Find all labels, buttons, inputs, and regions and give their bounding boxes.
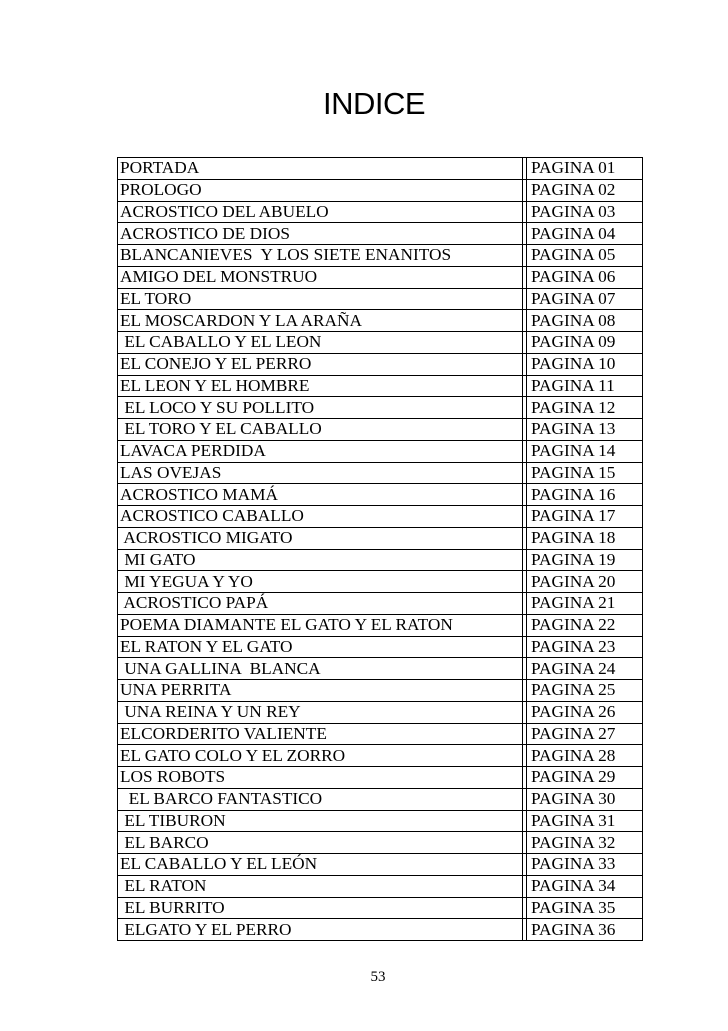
entry-title: EL MOSCARDON Y LA ARAÑA — [118, 310, 523, 332]
table-row — [118, 462, 643, 484]
index-table — [117, 157, 643, 941]
table-row — [118, 419, 643, 441]
table-row — [118, 332, 643, 354]
table-row — [118, 875, 643, 897]
entry-title: ACROSTICO DE DIOS — [118, 223, 523, 245]
table-row — [118, 593, 643, 615]
entry-page: PAGINA 26 — [527, 701, 643, 723]
entry-title: ACROSTICO MIGATO — [118, 527, 523, 549]
entry-title: PROLOGO — [118, 179, 523, 201]
entry-title: ELCORDERITO VALIENTE — [118, 723, 523, 745]
table-row — [118, 245, 643, 267]
table-row — [118, 288, 643, 310]
entry-title: UNA GALLINA BLANCA — [118, 658, 523, 680]
table-row — [118, 266, 643, 288]
entry-page: PAGINA 18 — [527, 527, 643, 549]
entry-title: ACROSTICO CABALLO — [118, 506, 523, 528]
entry-page: PAGINA 34 — [527, 875, 643, 897]
entry-title: MI YEGUA Y YO — [118, 571, 523, 593]
entry-page: PAGINA 35 — [527, 897, 643, 919]
entry-page: PAGINA 06 — [527, 266, 643, 288]
entry-page: PAGINA 31 — [527, 810, 643, 832]
entry-page: PAGINA 22 — [527, 614, 643, 636]
table-row — [118, 701, 643, 723]
entry-page: PAGINA 29 — [527, 767, 643, 789]
entry-title: MI GATO — [118, 549, 523, 571]
entry-title: EL CONEJO Y EL PERRO — [118, 353, 523, 375]
entry-title: ACROSTICO DEL ABUELO — [118, 201, 523, 223]
entry-page: PAGINA 36 — [527, 919, 643, 941]
table-row — [118, 310, 643, 332]
entry-title: EL LEON Y EL HOMBRE — [118, 375, 523, 397]
entry-page: PAGINA 30 — [527, 788, 643, 810]
table-row — [118, 484, 643, 506]
table-row — [118, 158, 643, 180]
table-row — [118, 179, 643, 201]
entry-page: PAGINA 20 — [527, 571, 643, 593]
entry-title: LAVACA PERDIDA — [118, 440, 523, 462]
table-row — [118, 397, 643, 419]
entry-page: PAGINA 17 — [527, 506, 643, 528]
table-row — [118, 767, 643, 789]
entry-page: PAGINA 16 — [527, 484, 643, 506]
table-row — [118, 614, 643, 636]
table-row — [118, 658, 643, 680]
entry-title: ACROSTICO PAPÁ — [118, 593, 523, 615]
entry-title: EL LOCO Y SU POLLITO — [118, 397, 523, 419]
entry-title: AMIGO DEL MONSTRUO — [118, 266, 523, 288]
table-row — [118, 788, 643, 810]
table-row — [118, 723, 643, 745]
table-row — [118, 571, 643, 593]
table-row — [118, 549, 643, 571]
entry-title: EL CABALLO Y EL LEÓN — [118, 854, 523, 876]
table-row — [118, 745, 643, 767]
entry-page: PAGINA 19 — [527, 549, 643, 571]
entry-title: EL BARCO — [118, 832, 523, 854]
entry-title: EL CABALLO Y EL LEON — [118, 332, 523, 354]
entry-page: PAGINA 14 — [527, 440, 643, 462]
entry-page: PAGINA 13 — [527, 419, 643, 441]
table-row — [118, 201, 643, 223]
entry-title: EL TORO — [118, 288, 523, 310]
entry-page: PAGINA 07 — [527, 288, 643, 310]
entry-page: PAGINA 15 — [527, 462, 643, 484]
table-row — [118, 506, 643, 528]
entry-page: PAGINA 11 — [527, 375, 643, 397]
table-row — [118, 897, 643, 919]
table-row — [118, 854, 643, 876]
entry-title: EL TORO Y EL CABALLO — [118, 419, 523, 441]
entry-page: PAGINA 32 — [527, 832, 643, 854]
entry-title: EL RATON — [118, 875, 523, 897]
entry-page: PAGINA 08 — [527, 310, 643, 332]
entry-page: PAGINA 33 — [527, 854, 643, 876]
entry-title: LAS OVEJAS — [118, 462, 523, 484]
page-number: 53 — [370, 969, 386, 985]
table-row — [118, 919, 643, 941]
entry-page: PAGINA 01 — [527, 158, 643, 180]
entry-page: PAGINA 02 — [527, 179, 643, 201]
entry-title: PORTADA — [118, 158, 523, 180]
entry-title: UNA REINA Y UN REY — [118, 701, 523, 723]
entry-title: EL TIBURON — [118, 810, 523, 832]
entry-title: BLANCANIEVES Y LOS SIETE ENANITOS — [118, 245, 523, 267]
entry-page: PAGINA 21 — [527, 593, 643, 615]
entry-title: EL RATON Y EL GATO — [118, 636, 523, 658]
entry-page: PAGINA 25 — [527, 680, 643, 702]
table-row — [118, 353, 643, 375]
table-row — [118, 680, 643, 702]
entry-page: PAGINA 04 — [527, 223, 643, 245]
entry-page: PAGINA 09 — [527, 332, 643, 354]
index-table-body — [118, 158, 643, 941]
entry-title: EL BARCO FANTASTICO — [118, 788, 523, 810]
entry-page: PAGINA 28 — [527, 745, 643, 767]
table-row — [118, 636, 643, 658]
entry-title: ELGATO Y EL PERRO — [118, 919, 523, 941]
table-row — [118, 810, 643, 832]
entry-title: POEMA DIAMANTE EL GATO Y EL RATON — [118, 614, 523, 636]
entry-page: PAGINA 12 — [527, 397, 643, 419]
entry-page: PAGINA 23 — [527, 636, 643, 658]
entry-page: PAGINA 24 — [527, 658, 643, 680]
entry-title: UNA PERRITA — [118, 680, 523, 702]
entry-title: EL BURRITO — [118, 897, 523, 919]
table-row — [118, 223, 643, 245]
entry-title: EL GATO COLO Y EL ZORRO — [118, 745, 523, 767]
entry-page: PAGINA 03 — [527, 201, 643, 223]
table-row — [118, 527, 643, 549]
entry-page: PAGINA 10 — [527, 353, 643, 375]
table-row — [118, 375, 643, 397]
entry-title: ACROSTICO MAMÁ — [118, 484, 523, 506]
entry-page: PAGINA 27 — [527, 723, 643, 745]
entry-page: PAGINA 05 — [527, 245, 643, 267]
table-row — [118, 440, 643, 462]
table-row — [118, 832, 643, 854]
page-title: INDICE — [322, 86, 426, 121]
entry-title: LOS ROBOTS — [118, 767, 523, 789]
